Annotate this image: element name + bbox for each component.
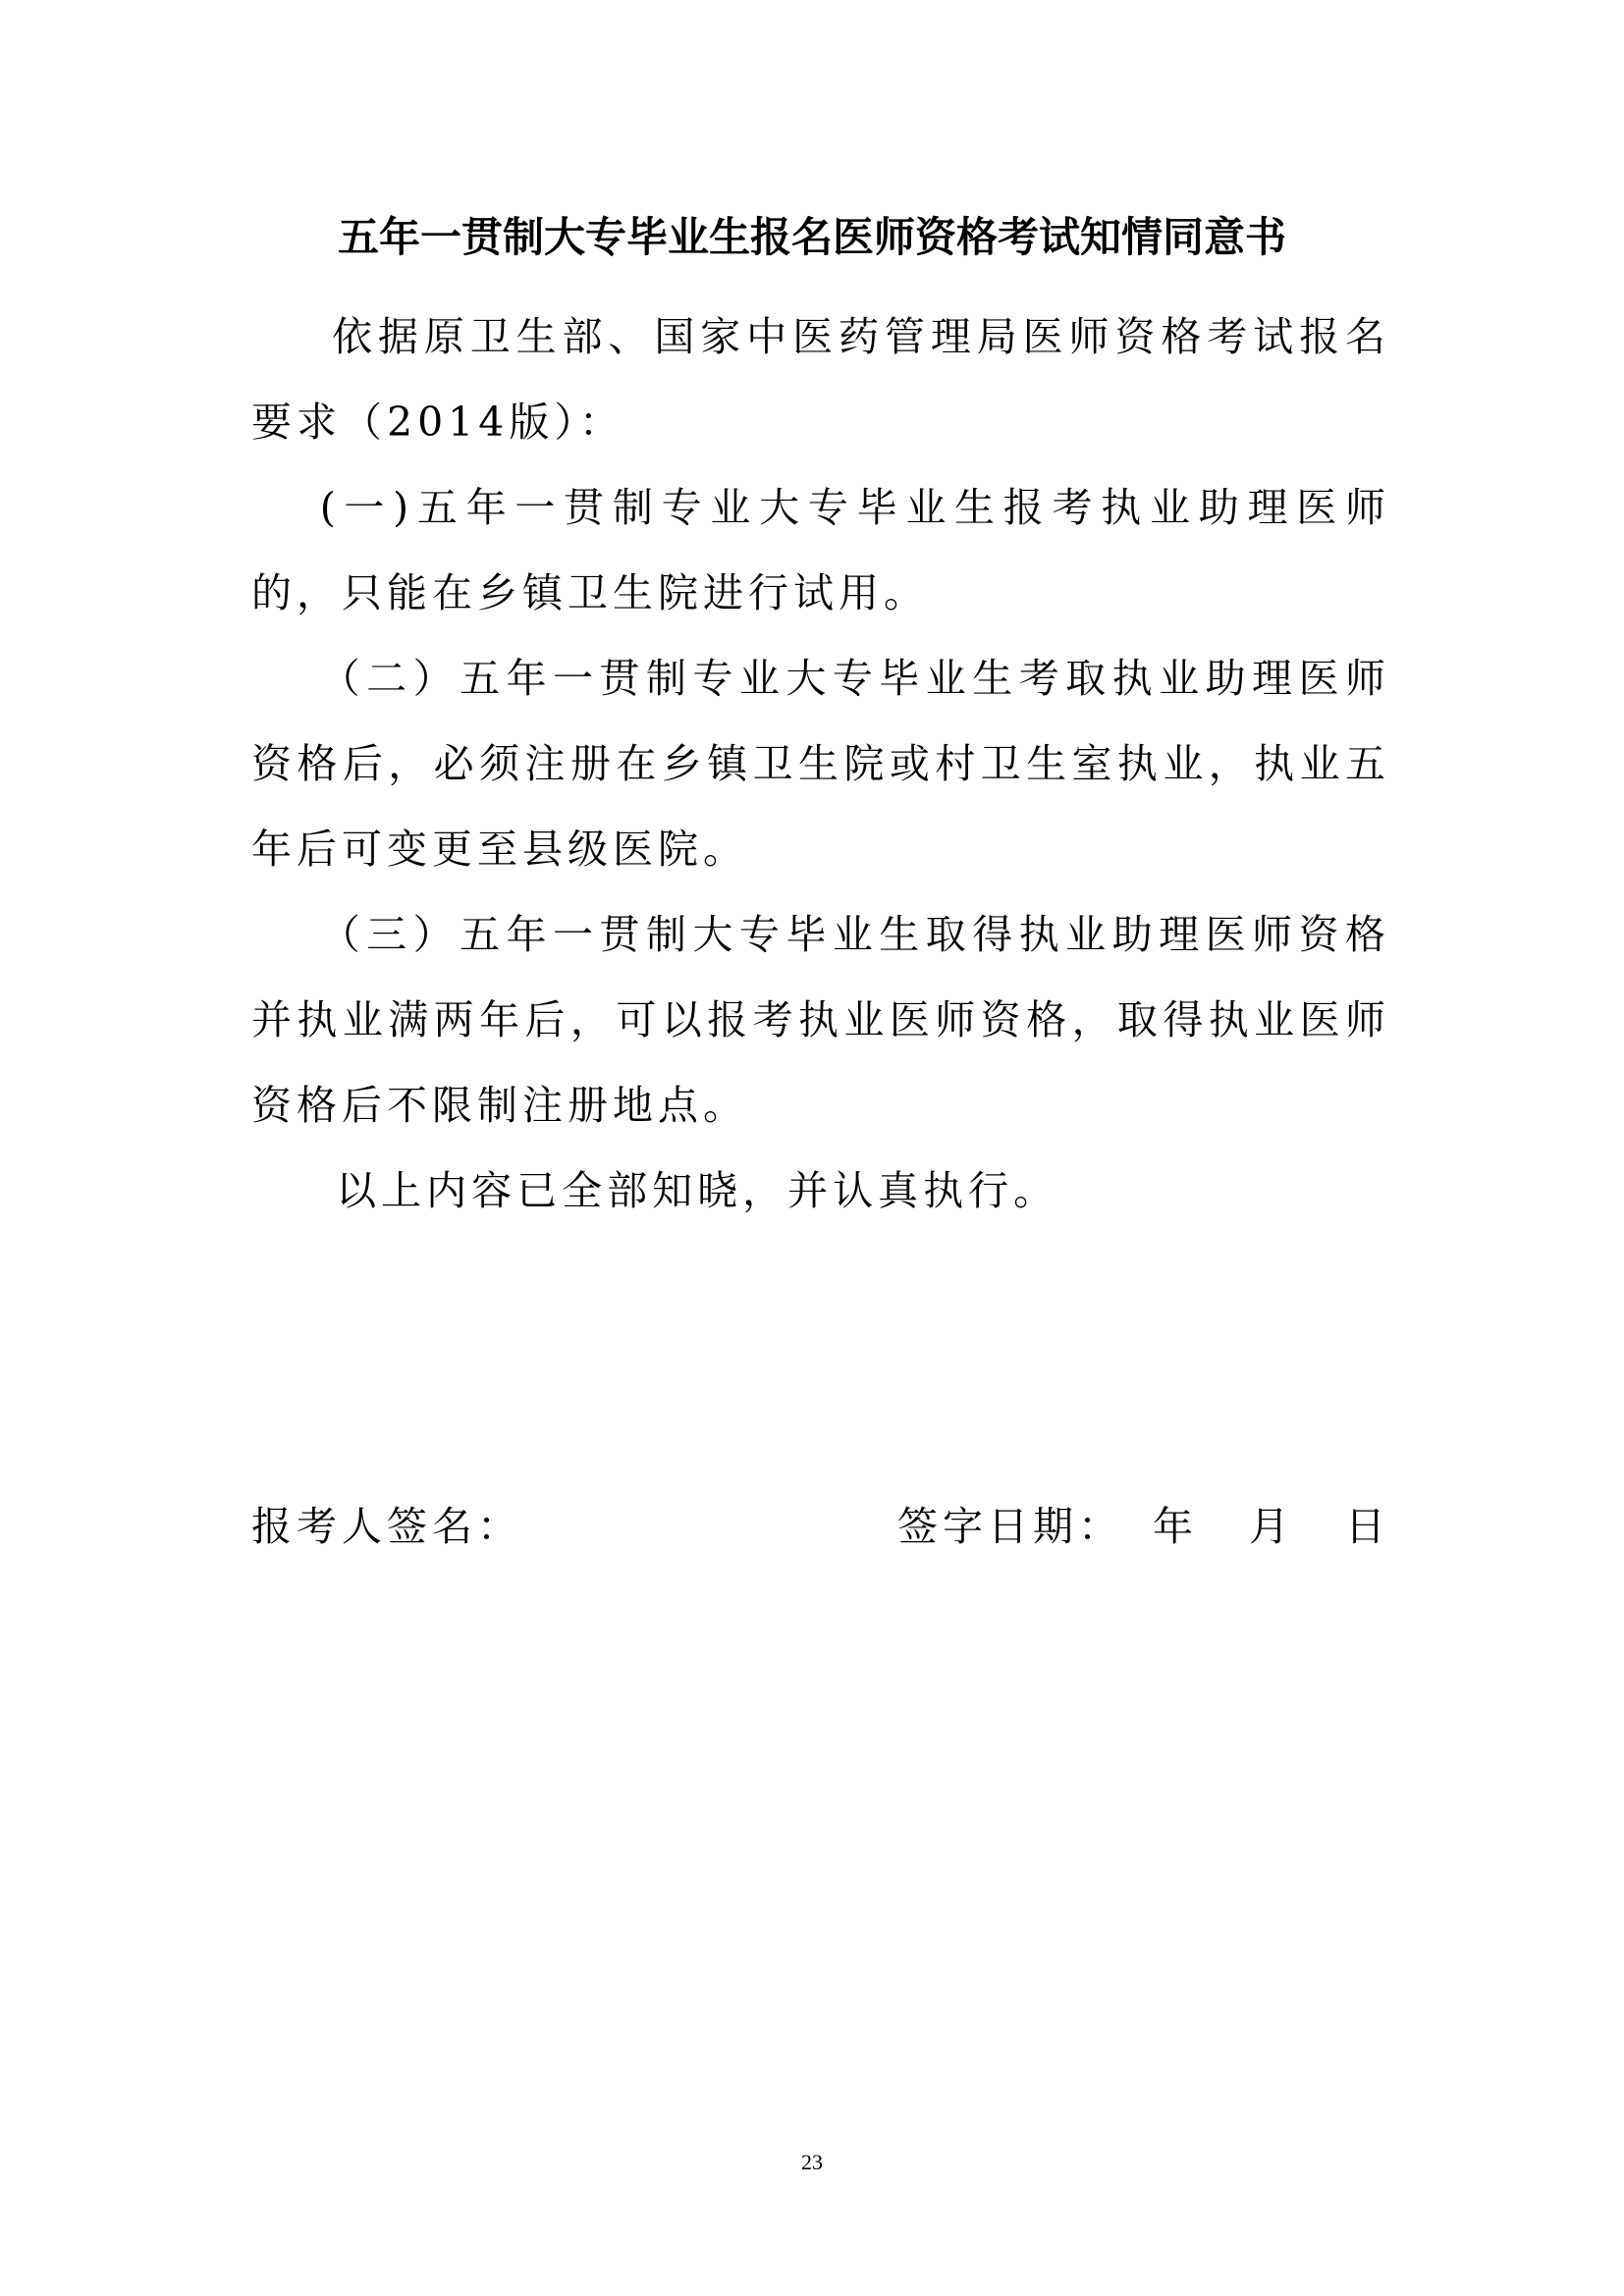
signature-date [897,1497,1390,1556]
document-body [251,294,1390,1234]
item-paragraph-2: （二）五年一贯制专业大专毕业生考取执业助理医师资格后，必须注册在乡镇卫生院或村卫生室执业，执业五年后可变更至县级医院。 [251,655,1390,873]
year-label: 年 [1153,1503,1198,1550]
date-label: 签字日期： [897,1503,1123,1550]
day-label: 日 [1345,1503,1390,1550]
item-paragraph-3: （三）五年一贯制大专毕业生取得执业助理医师资格并执业满两年后，可以报考执业医师资格，取得执业医师资格后不限制注册地点。 [251,911,1390,1129]
day-blank [1294,1497,1345,1556]
month-blank [1198,1497,1249,1556]
year-blank [1123,1497,1153,1556]
signer-signature-label: 报考人签名： [251,1503,522,1550]
document-title: 五年一贯制大专毕业生报名医师资格考试知情同意书 [337,213,1286,261]
signature-row [251,1497,1390,1556]
page-number: 23 [801,2150,823,2174]
closing-statement: 以上内容已全部知晓，并认真执行。 [336,1167,1059,1214]
month-label: 月 [1249,1503,1294,1550]
intro-paragraph: 依据原卫生部、国家中医药管理局医师资格考试报名要求（2014版）： [251,313,1390,446]
item-paragraph-1: (一)五年一贯制专业大专毕业生报考执业助理医师的，只能在乡镇卫生院进行试用。 [251,484,1390,616]
